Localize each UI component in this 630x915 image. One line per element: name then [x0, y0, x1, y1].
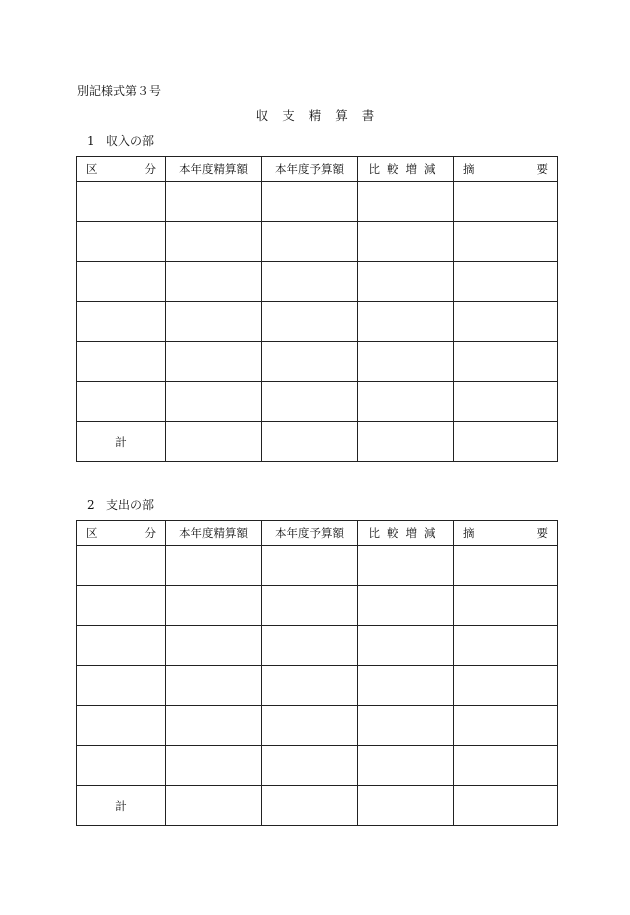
table-row	[77, 302, 558, 342]
cell-settlement[interactable]	[166, 626, 262, 666]
cell-settlement[interactable]	[166, 222, 262, 262]
table-row	[77, 706, 558, 746]
total-row	[77, 422, 558, 462]
cell-settlement[interactable]	[166, 666, 262, 706]
cell-remarks[interactable]	[454, 546, 558, 586]
header-current-settlement: 本年度精算額	[166, 157, 262, 182]
table-row	[77, 746, 558, 786]
cell-comparison[interactable]	[358, 262, 454, 302]
cell-category[interactable]	[77, 382, 166, 422]
header-comparison: 比較増減	[358, 157, 454, 182]
cell-category[interactable]	[77, 706, 166, 746]
cell-remarks[interactable]	[454, 262, 558, 302]
cell-settlement[interactable]	[166, 746, 262, 786]
cell-settlement[interactable]	[166, 302, 262, 342]
cell-settlement[interactable]	[166, 382, 262, 422]
income-section-label: 収入の部	[106, 134, 155, 148]
table-row	[77, 666, 558, 706]
table-row	[77, 262, 558, 302]
header-comparison: 比較増減	[358, 521, 454, 546]
table-row	[77, 586, 558, 626]
cell-remarks[interactable]	[454, 422, 558, 462]
table-row	[77, 626, 558, 666]
document-title: 収支精算書	[255, 108, 389, 123]
cell-remarks[interactable]	[454, 222, 558, 262]
cell-remarks[interactable]	[454, 786, 558, 826]
cell-remarks[interactable]	[454, 666, 558, 706]
cell-category[interactable]	[77, 342, 166, 382]
form-number: 別記様式第３号	[77, 84, 162, 98]
cell-remarks[interactable]	[454, 706, 558, 746]
cell-budget[interactable]	[262, 262, 358, 302]
cell-remarks[interactable]	[454, 382, 558, 422]
cell-settlement[interactable]	[166, 262, 262, 302]
total-label: 計	[77, 422, 166, 462]
cell-comparison[interactable]	[358, 342, 454, 382]
cell-budget[interactable]	[262, 546, 358, 586]
cell-category[interactable]	[77, 626, 166, 666]
income-section-heading	[87, 133, 154, 149]
expense-section-heading	[87, 497, 154, 513]
header-category: 区 分	[77, 521, 166, 546]
cell-settlement[interactable]	[166, 706, 262, 746]
header-current-budget: 本年度予算額	[262, 157, 358, 182]
income-table	[76, 156, 558, 462]
total-label: 計	[77, 786, 166, 826]
cell-comparison[interactable]	[358, 546, 454, 586]
cell-comparison[interactable]	[358, 586, 454, 626]
cell-budget[interactable]	[262, 422, 358, 462]
cell-budget[interactable]	[262, 706, 358, 746]
header-remarks: 摘 要	[454, 157, 558, 182]
cell-category[interactable]	[77, 222, 166, 262]
cell-category[interactable]	[77, 746, 166, 786]
cell-comparison[interactable]	[358, 706, 454, 746]
cell-budget[interactable]	[262, 182, 358, 222]
cell-category[interactable]	[77, 666, 166, 706]
expense-header-row	[77, 521, 558, 546]
expense-section-label: 支出の部	[106, 498, 155, 512]
cell-comparison[interactable]	[358, 746, 454, 786]
cell-budget[interactable]	[262, 786, 358, 826]
cell-budget[interactable]	[262, 342, 358, 382]
cell-comparison[interactable]	[358, 786, 454, 826]
cell-budget[interactable]	[262, 666, 358, 706]
cell-comparison[interactable]	[358, 302, 454, 342]
table-row	[77, 382, 558, 422]
cell-settlement[interactable]	[166, 182, 262, 222]
table-row	[77, 182, 558, 222]
cell-comparison[interactable]	[358, 222, 454, 262]
income-section-number: 1	[87, 134, 95, 148]
cell-settlement[interactable]	[166, 422, 262, 462]
cell-settlement[interactable]	[166, 342, 262, 382]
table-row	[77, 546, 558, 586]
cell-budget[interactable]	[262, 382, 358, 422]
header-current-budget: 本年度予算額	[262, 521, 358, 546]
cell-remarks[interactable]	[454, 586, 558, 626]
cell-comparison[interactable]	[358, 422, 454, 462]
cell-category[interactable]	[77, 302, 166, 342]
total-row	[77, 786, 558, 826]
cell-settlement[interactable]	[166, 786, 262, 826]
cell-comparison[interactable]	[358, 182, 454, 222]
cell-budget[interactable]	[262, 222, 358, 262]
table-row	[77, 342, 558, 382]
table-row	[77, 222, 558, 262]
cell-remarks[interactable]	[454, 626, 558, 666]
cell-settlement[interactable]	[166, 546, 262, 586]
cell-settlement[interactable]	[166, 586, 262, 626]
cell-budget[interactable]	[262, 302, 358, 342]
cell-comparison[interactable]	[358, 382, 454, 422]
cell-remarks[interactable]	[454, 182, 558, 222]
cell-category[interactable]	[77, 586, 166, 626]
cell-category[interactable]	[77, 262, 166, 302]
cell-budget[interactable]	[262, 626, 358, 666]
cell-remarks[interactable]	[454, 342, 558, 382]
cell-comparison[interactable]	[358, 666, 454, 706]
expense-section-number: 2	[87, 498, 95, 512]
header-category: 区 分	[77, 157, 166, 182]
income-header-row	[77, 157, 558, 182]
header-current-settlement: 本年度精算額	[166, 521, 262, 546]
cell-category[interactable]	[77, 546, 166, 586]
cell-remarks[interactable]	[454, 746, 558, 786]
cell-budget[interactable]	[262, 586, 358, 626]
cell-category[interactable]	[77, 182, 166, 222]
expense-table	[76, 520, 558, 826]
cell-remarks[interactable]	[454, 302, 558, 342]
header-remarks: 摘 要	[454, 521, 558, 546]
cell-comparison[interactable]	[358, 626, 454, 666]
cell-budget[interactable]	[262, 746, 358, 786]
